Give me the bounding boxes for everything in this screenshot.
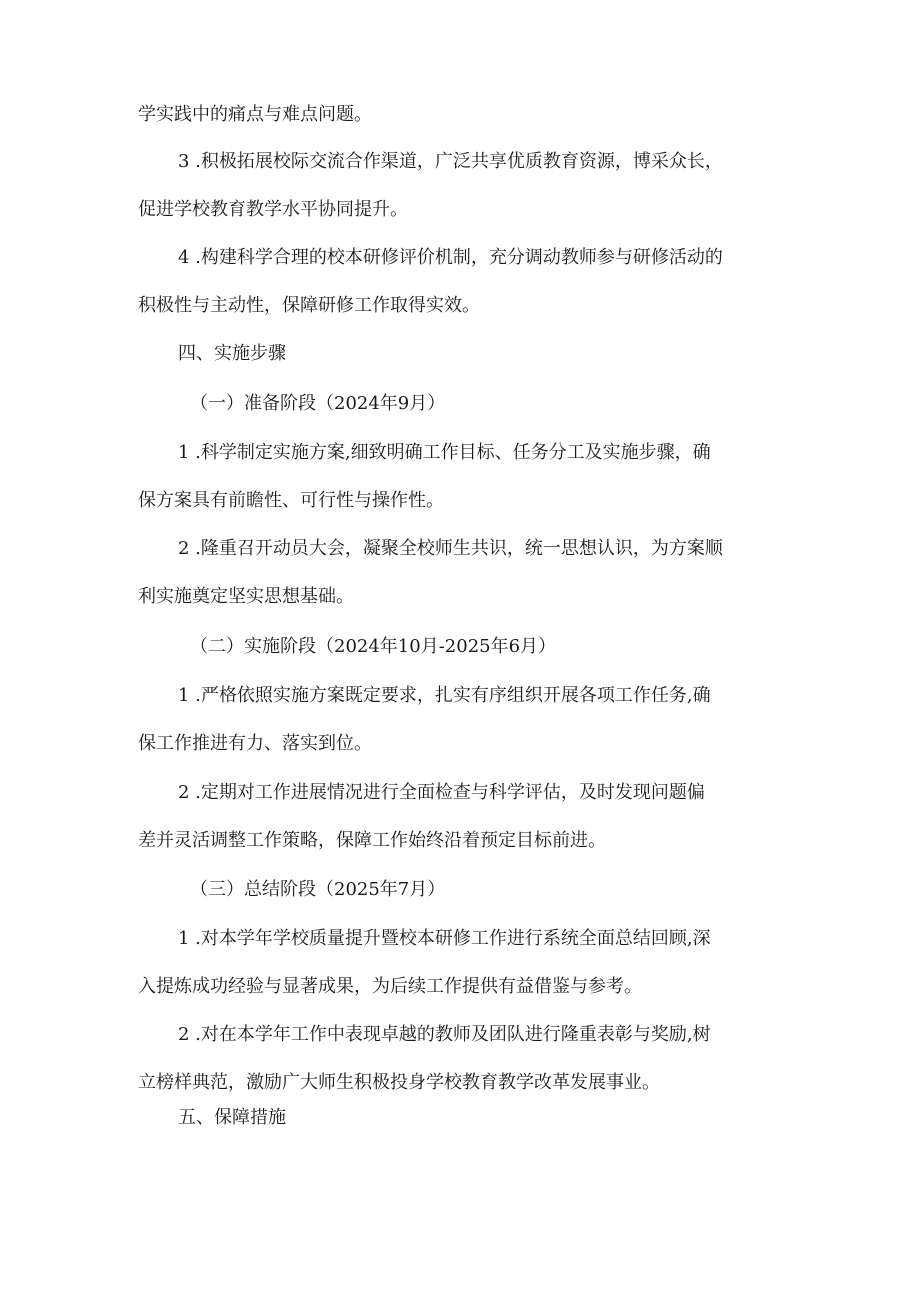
- paragraph-line: 差并灵活调整工作策略，保障工作始终沿着预定目标前进。: [138, 830, 606, 851]
- list-item-1-line: 1 .科学制定实施方案,细致明确工作目标、任务分工及实施步骤，确: [178, 442, 711, 463]
- subheading-summary-stage: （三）总结阶段（2025年7月）: [190, 879, 446, 900]
- paragraph-line: 促进学校教育教学水平协同提升。: [138, 199, 408, 220]
- paragraph-line: 利实施奠定坚实思想基础。: [138, 586, 354, 607]
- paragraph-line: 立榜样典范，激励广大师生积极投身学校教育教学改革发展事业。: [138, 1072, 660, 1093]
- paragraph-line: 学实践中的痛点与难点问题。: [138, 104, 372, 125]
- list-item-4-line: 4 .构建科学合理的校本研修评价机制，充分调动教师参与研修活动的: [178, 247, 723, 268]
- paragraph-line: 保方案具有前瞻性、可行性与操作性。: [138, 490, 444, 511]
- list-item-2-line: 2 .对在本学年工作中表现卓越的教师及团队进行隆重表彰与奖励,树: [178, 1024, 711, 1045]
- subheading-preparation-stage: （一）准备阶段（2024年9月）: [190, 393, 446, 414]
- section-heading-safeguard-measures: 五、保障措施: [178, 1107, 286, 1128]
- section-heading-implementation-steps: 四、实施步骤: [178, 343, 286, 364]
- list-item-1-line: 1 .对本学年学校质量提升暨校本研修工作进行系统全面总结回顾,深: [178, 928, 711, 949]
- subheading-implementation-stage: （二）实施阶段（2024年10月-2025年6月）: [190, 636, 557, 657]
- paragraph-line: 积极性与主动性，保障研修工作取得实效。: [138, 295, 480, 316]
- list-item-2-line: 2 .定期对工作进展情况进行全面检查与科学评估，及时发现问题偏: [178, 782, 705, 803]
- paragraph-line: 入提炼成功经验与显著成果，为后续工作提供有益借鉴与参考。: [138, 976, 642, 997]
- list-item-2-line: 2 .隆重召开动员大会，凝聚全校师生共识，统一思想认识，为方案顺: [178, 538, 723, 559]
- list-item-1-line: 1 .严格依照实施方案既定要求，扎实有序组织开展各项工作任务,确: [178, 685, 711, 706]
- paragraph-line: 保工作推进有力、落实到位。: [138, 733, 372, 754]
- list-item-3-line: 3 .积极拓展校际交流合作渠道，广泛共享优质教育资源，博采众长，: [178, 151, 723, 172]
